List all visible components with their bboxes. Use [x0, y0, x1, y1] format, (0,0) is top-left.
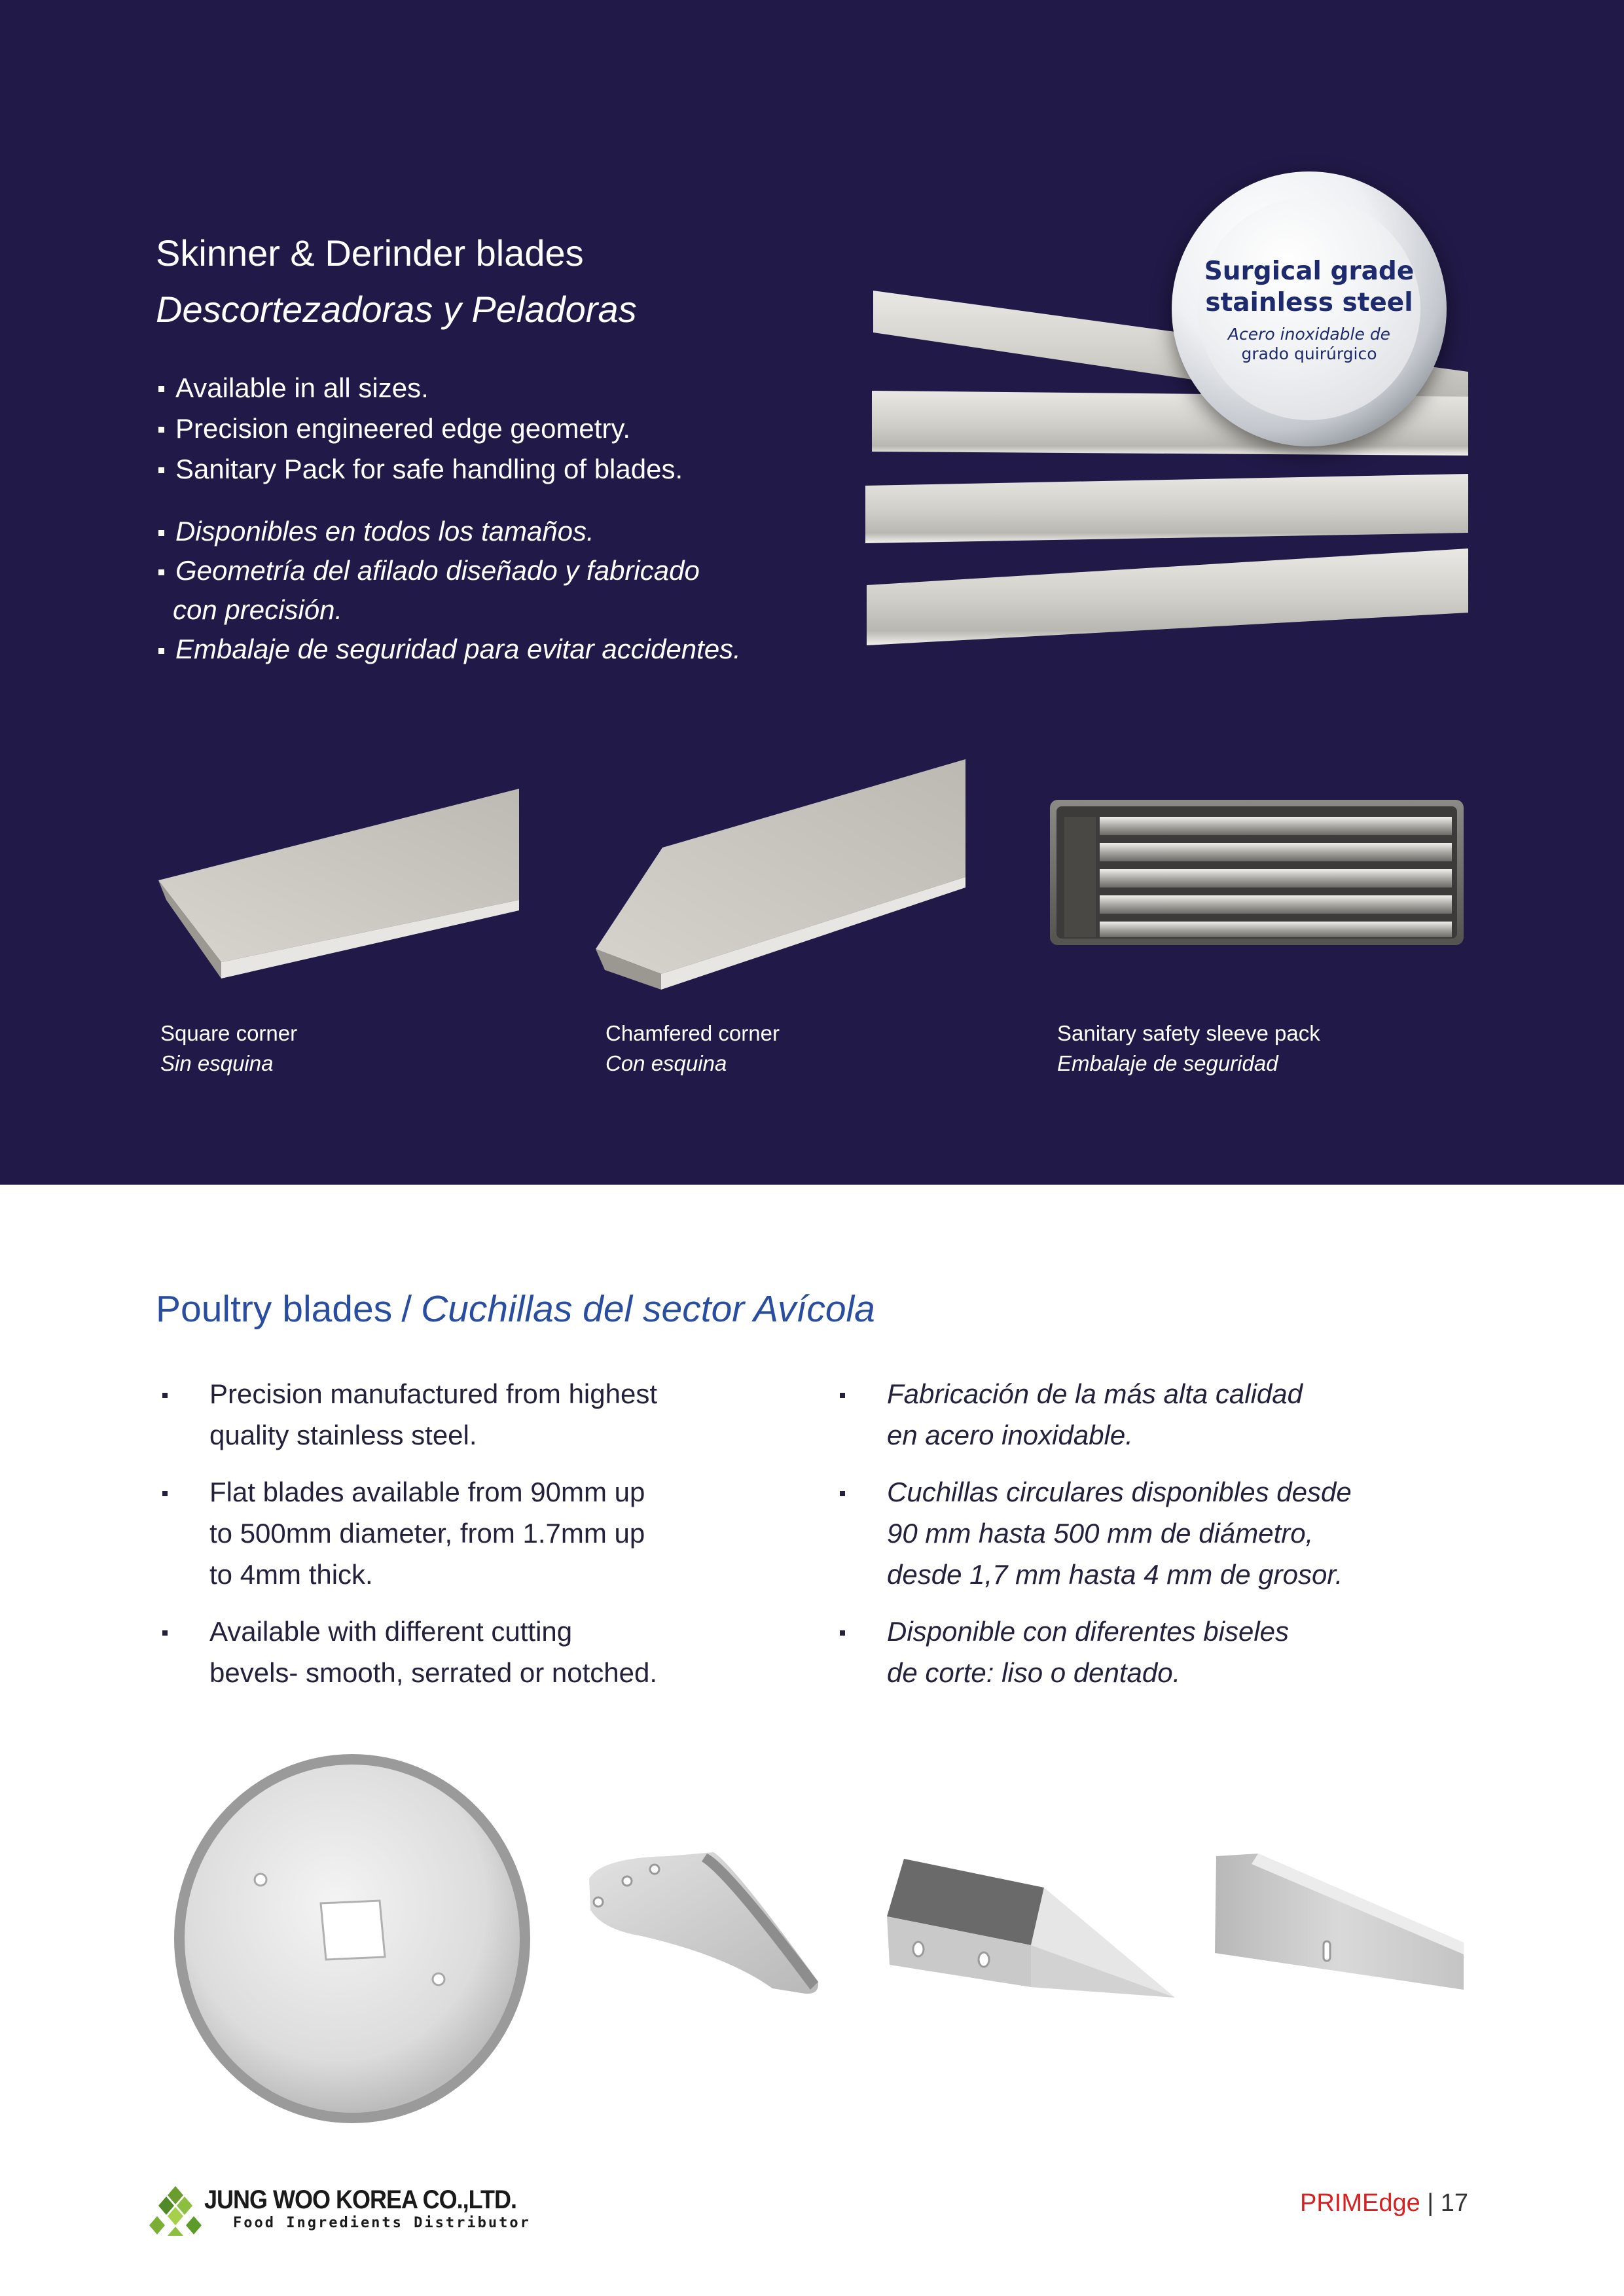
circular-blade-image — [169, 1749, 535, 2128]
bullet-line: 90 mm hasta 500 mm de diámetro, — [887, 1518, 1314, 1549]
poultry-bullets-es — [833, 1373, 1488, 1709]
caption-square-corner — [160, 1018, 297, 1079]
poultry-bullets-en — [156, 1373, 778, 1709]
badge-subtitle-line2: grado quirúrgico — [1241, 344, 1377, 363]
bullet-item: Available in all sizes. — [156, 368, 683, 408]
poultry-title — [156, 1284, 875, 1334]
skinner-title: Skinner & Derinder blades — [156, 232, 584, 274]
badge-title-line2: stainless steel — [1205, 288, 1413, 317]
page-number — [1300, 2189, 1468, 2217]
bullet-item: Embalaje de seguridad para evitar accidentes. — [156, 630, 741, 669]
bullet-line: Cuchillas circulares disponibles desde — [887, 1477, 1352, 1507]
triangular-blade-image — [576, 1838, 825, 2001]
page-separator: | — [1427, 2189, 1434, 2217]
company-tagline: Food Ingredients Distributor — [233, 2215, 531, 2231]
bullet-item: Precision engineered edge geometry. — [156, 408, 683, 449]
company-name: JUNG WOO KOREA CO.,LTD. — [204, 2184, 516, 2214]
bullet-line: Available with different cutting — [209, 1616, 573, 1647]
caption-es: Embalaje de seguridad — [1057, 1051, 1278, 1075]
brand-name: PRIMEdge — [1299, 2189, 1420, 2217]
wedge-blade-image — [1206, 1844, 1468, 2001]
bullet-line: quality stainless steel. — [209, 1420, 477, 1450]
bullet-item — [833, 1611, 1488, 1693]
bullet-line: to 4mm thick. — [209, 1559, 373, 1590]
badge-title-line1: Surgical grade — [1204, 257, 1415, 286]
page-number-value: 17 — [1440, 2189, 1468, 2217]
bullet-line: en acero inoxidable. — [887, 1420, 1133, 1450]
bullet-item — [156, 1611, 778, 1693]
poultry-title-es: Cuchillas del sector Avícola — [421, 1288, 875, 1330]
bullet-item: Sanitary Pack for safe handling of blades. — [156, 449, 683, 490]
caption-en: Chamfered corner — [605, 1021, 780, 1045]
bullet-item — [156, 1471, 778, 1595]
sanitary-sleeve-pack-image — [1047, 797, 1466, 948]
logo-mark-icon — [149, 2183, 202, 2236]
bullet-item — [156, 1373, 778, 1456]
bullet-line: desde 1,7 mm hasta 4 mm de grosor. — [887, 1559, 1343, 1590]
caption-es: Sin esquina — [160, 1051, 274, 1075]
bullet-item — [833, 1373, 1488, 1456]
title-separator: / — [401, 1288, 412, 1330]
bullet-item — [833, 1471, 1488, 1595]
caption-chamfered-corner — [605, 1018, 780, 1079]
bullet-item: Disponibles en todos los tamaños. — [156, 512, 741, 551]
skinner-bullets-en — [156, 368, 683, 490]
caption-en: Sanitary safety sleeve pack — [1057, 1021, 1320, 1045]
bullet-item-continuation: con precisión. — [173, 594, 343, 625]
chamfered-corner-blade-image — [589, 759, 969, 1001]
poultry-title-en: Poultry blades — [156, 1288, 393, 1330]
caption-en: Square corner — [160, 1021, 298, 1045]
bullet-line: Precision manufactured from highest — [209, 1378, 657, 1409]
bullet-line: Fabricación de la más alta calidad — [887, 1378, 1303, 1409]
surgical-steel-badge — [1172, 171, 1447, 446]
bullet-item: Geometría del afilado diseñado y fabricado — [156, 551, 741, 590]
bullet-line: bevels- smooth, serrated or notched. — [209, 1657, 658, 1688]
bullet-line: de corte: liso o dentado. — [887, 1657, 1181, 1688]
bullet-line: Disponible con diferentes biseles — [887, 1616, 1290, 1647]
company-logo — [149, 2183, 531, 2236]
chisel-blade-image — [880, 1854, 1182, 2004]
skinner-subtitle: Descortezadoras y Peladoras — [156, 289, 637, 330]
caption-sanitary-pack — [1057, 1018, 1320, 1079]
caption-es: Con esquina — [605, 1051, 727, 1075]
square-corner-blade-image — [149, 782, 526, 998]
badge-subtitle-line1: Acero inoxidable de — [1227, 325, 1391, 344]
bullet-line: Flat blades available from 90mm up — [209, 1477, 645, 1507]
bullet-line: to 500mm diameter, from 1.7mm up — [209, 1518, 645, 1549]
skinner-bullets-es — [156, 512, 741, 669]
